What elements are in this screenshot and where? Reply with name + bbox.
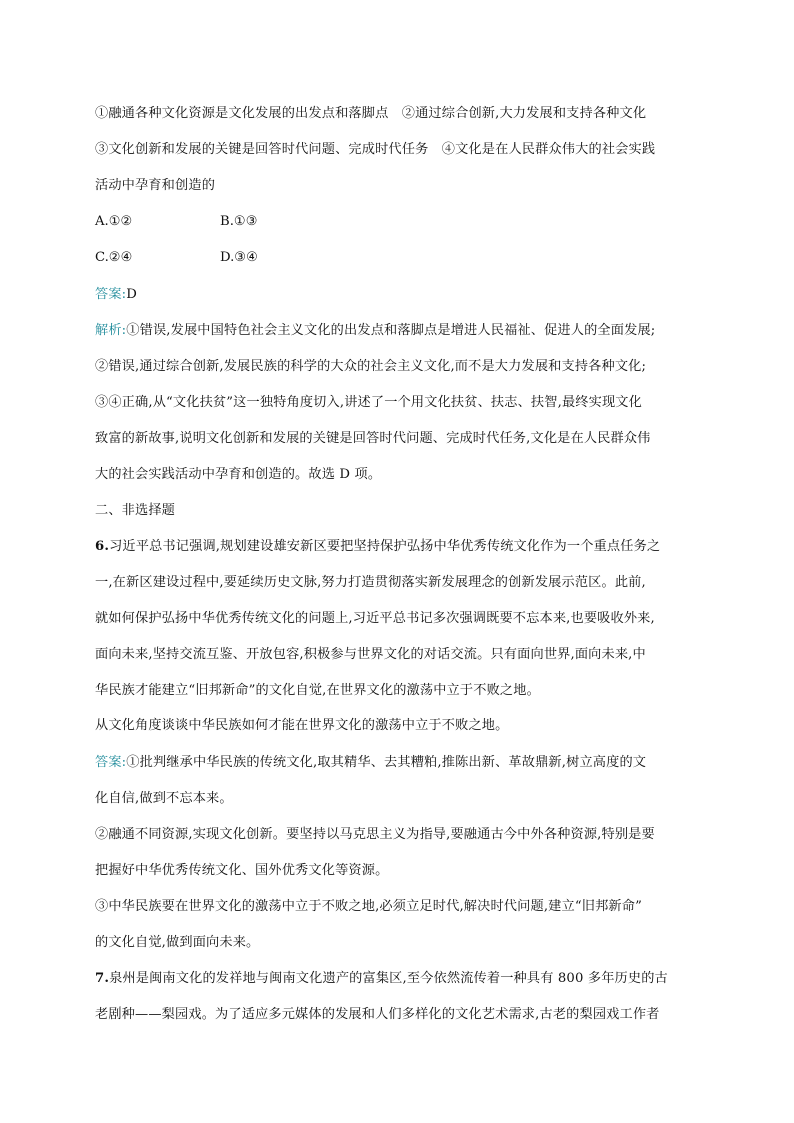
q5-option-b: B.①③ xyxy=(220,214,258,229)
q6-stem-line-5: 华民族才能建立“旧邦新命”的文化自觉,在世界文化的激荡中立于不败之地。 xyxy=(95,683,540,698)
q5-analysis-line-4: 致富的新故事,说明文化创新和发展的关键是回答时代问题、完成时代任务,文化是在人民群众伟 xyxy=(95,431,651,446)
q5-statement-line-2: ③文化创新和发展的关键是回答时代问题、完成时代任务 ④文化是在人民群众伟大的社会实践 xyxy=(95,142,656,157)
q6-stem-line-1 xyxy=(95,538,705,556)
q6-answer-line-6: 的文化自觉,做到面向未来。 xyxy=(95,935,260,950)
q6-stem-line-4: 面向未来,坚持交流互鉴、开放包容,积极参与世界文化的对话交流。只有面向世界,面向未来,中 xyxy=(95,647,646,662)
q6-stem-line-3: 就如何保护弘扬中华优秀传统文化的问题上,习近平总书记多次强调既要不忘本来,也要吸收外来, xyxy=(95,611,655,626)
q6-answer-text-1: ①批判继承中华民族的传统文化,取其精华、去其糟粕,推陈出新、革故鼎新,树立高度的文 xyxy=(126,755,647,770)
q5-option-d: D.③④ xyxy=(220,250,258,265)
q6-stem-text-1: 习近平总书记强调,规划建设雄安新区要把坚持保护弘扬中华优秀传统文化作为一个重点任务之 xyxy=(109,539,661,554)
q5-statement-line-3: 活动中孕育和创造的 xyxy=(95,178,216,193)
q5-answer-value: D xyxy=(126,287,138,302)
q5-answer-label: 答案: xyxy=(95,287,127,302)
q6-answer-label: 答案: xyxy=(95,755,127,770)
q7-stem-line-1 xyxy=(95,970,705,988)
q6-question: 从文化角度谈谈中华民族如何才能在世界文化的激荡中立于不败之地。 xyxy=(95,718,509,733)
q5-analysis-label: 解析: xyxy=(95,323,127,338)
q5-analysis-line-5: 大的社会实践活动中孕育和创造的。故选 D 项。 xyxy=(95,467,382,482)
q6-answer-line-2: 化自信,做到不忘本来。 xyxy=(95,791,233,806)
q6-answer-line-4: 把握好中华优秀传统文化、国外优秀文化等资源。 xyxy=(95,863,389,878)
q7-number: 7. xyxy=(95,971,110,986)
q5-option-c: C.②④ xyxy=(95,250,133,265)
q5-option-a: A.①② xyxy=(95,214,133,229)
q7-stem-text-1: 泉州是闽南文化的发祥地与闽南文化遗产的富集区,至今依然流传着一种具有 800 多年历史的古 xyxy=(109,971,668,986)
q6-answer-line-5: ③中华民族要在世界文化的激荡中立于不败之地,必须立足时代,解决时代问题,建立“旧邦新命” xyxy=(95,899,642,914)
q5-analysis-line-3: ③④正确,从“文化扶贫”这一独特角度切入,讲述了一个用文化扶贫、扶志、扶智,最终实现文化 xyxy=(95,395,642,410)
q5-analysis-line-1 xyxy=(95,322,705,340)
q5-analysis-line-2: ②错误,通过综合创新,发展民族的科学的大众的社会主义文化,而不是大力发展和支持各种文化; xyxy=(95,359,647,374)
q7-stem-line-2: 老剧种——梨园戏。为了适应多元媒体的发展和人们多样化的文化艺术需求,古老的梨园戏工作者 xyxy=(95,1007,660,1022)
q5-analysis-text-1: ①错误,发展中国特色社会主义文化的出发点和落脚点是增进人民福祉、促进人的全面发展; xyxy=(126,323,656,338)
q5-answer xyxy=(95,286,705,304)
q6-answer-line-3: ②融通不同资源,实现文化创新。要坚持以马克思主义为指导,要融通古今中外各种资源,特别是要 xyxy=(95,827,655,842)
q6-stem-line-2: 一,在新区建设过程中,要延续历史文脉,努力打造贯彻落实新发展理念的创新发展示范区。此前, xyxy=(95,575,646,590)
q5-statement-line-1: ①融通各种文化资源是文化发展的出发点和落脚点 ②通过综合创新,大力发展和支持各种文化 xyxy=(95,106,647,121)
q6-answer-line-1 xyxy=(95,754,705,772)
section-title: 二、非选择题 xyxy=(95,503,176,518)
q6-number: 6. xyxy=(95,539,110,554)
